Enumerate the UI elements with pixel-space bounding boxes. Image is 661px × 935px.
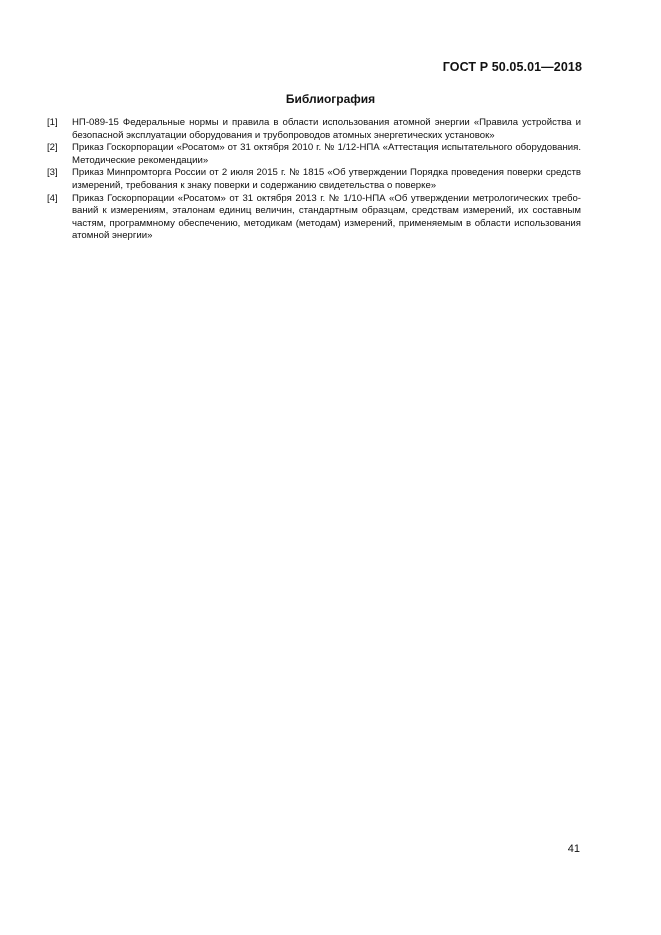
page-number: 41 bbox=[567, 843, 580, 855]
bibliography-list bbox=[47, 117, 581, 243]
bibliography-item-text: Приказ Госкорпорации «Росатом» от 31 октября 2013 г. № 1/10-НПА «Об утверждении метрологических требований к измерениям, эталонам единиц величин, стандартным образцам, средствам измерений, их составным частям, программному обеспечению, методикам (методам) измерений, применяемым в области использования атомной энергии» bbox=[72, 192, 581, 242]
bibliography-item bbox=[47, 167, 581, 192]
bibliography-item bbox=[47, 193, 581, 243]
bibliography-item-text: НП-089-15 Федеральные нормы и правила в области использования атомной энергии «Правила устройства и безопасной эксплуатации оборудования и трубопроводов атомных энергетических установок» bbox=[72, 117, 581, 141]
bibliography-item-text: Приказ Минпромторга России от 2 июля 2015 г. № 1815 «Об утверждении Порядка проведения поверки средств измерений, требования к знаку поверки и содержанию свидетельства о поверке» bbox=[72, 167, 581, 191]
bibliography-item-text: Приказ Госкорпорации «Росатом» от 31 октября 2010 г. № 1/12-НПА «Аттестация испытательного оборудования. Методические рекомендации» bbox=[72, 142, 581, 166]
bibliography-item-number: [4] bbox=[47, 192, 58, 204]
bibliography-item-number: [1] bbox=[47, 117, 58, 128]
bibliography-item-number: [3] bbox=[47, 167, 58, 179]
bibliography-item bbox=[47, 142, 581, 167]
section-title: Библиография bbox=[285, 92, 376, 106]
document-code: ГОСТ Р 50.05.01—2018 bbox=[442, 60, 582, 74]
bibliography-item bbox=[47, 117, 581, 142]
bibliography-item-number: [2] bbox=[47, 142, 58, 154]
